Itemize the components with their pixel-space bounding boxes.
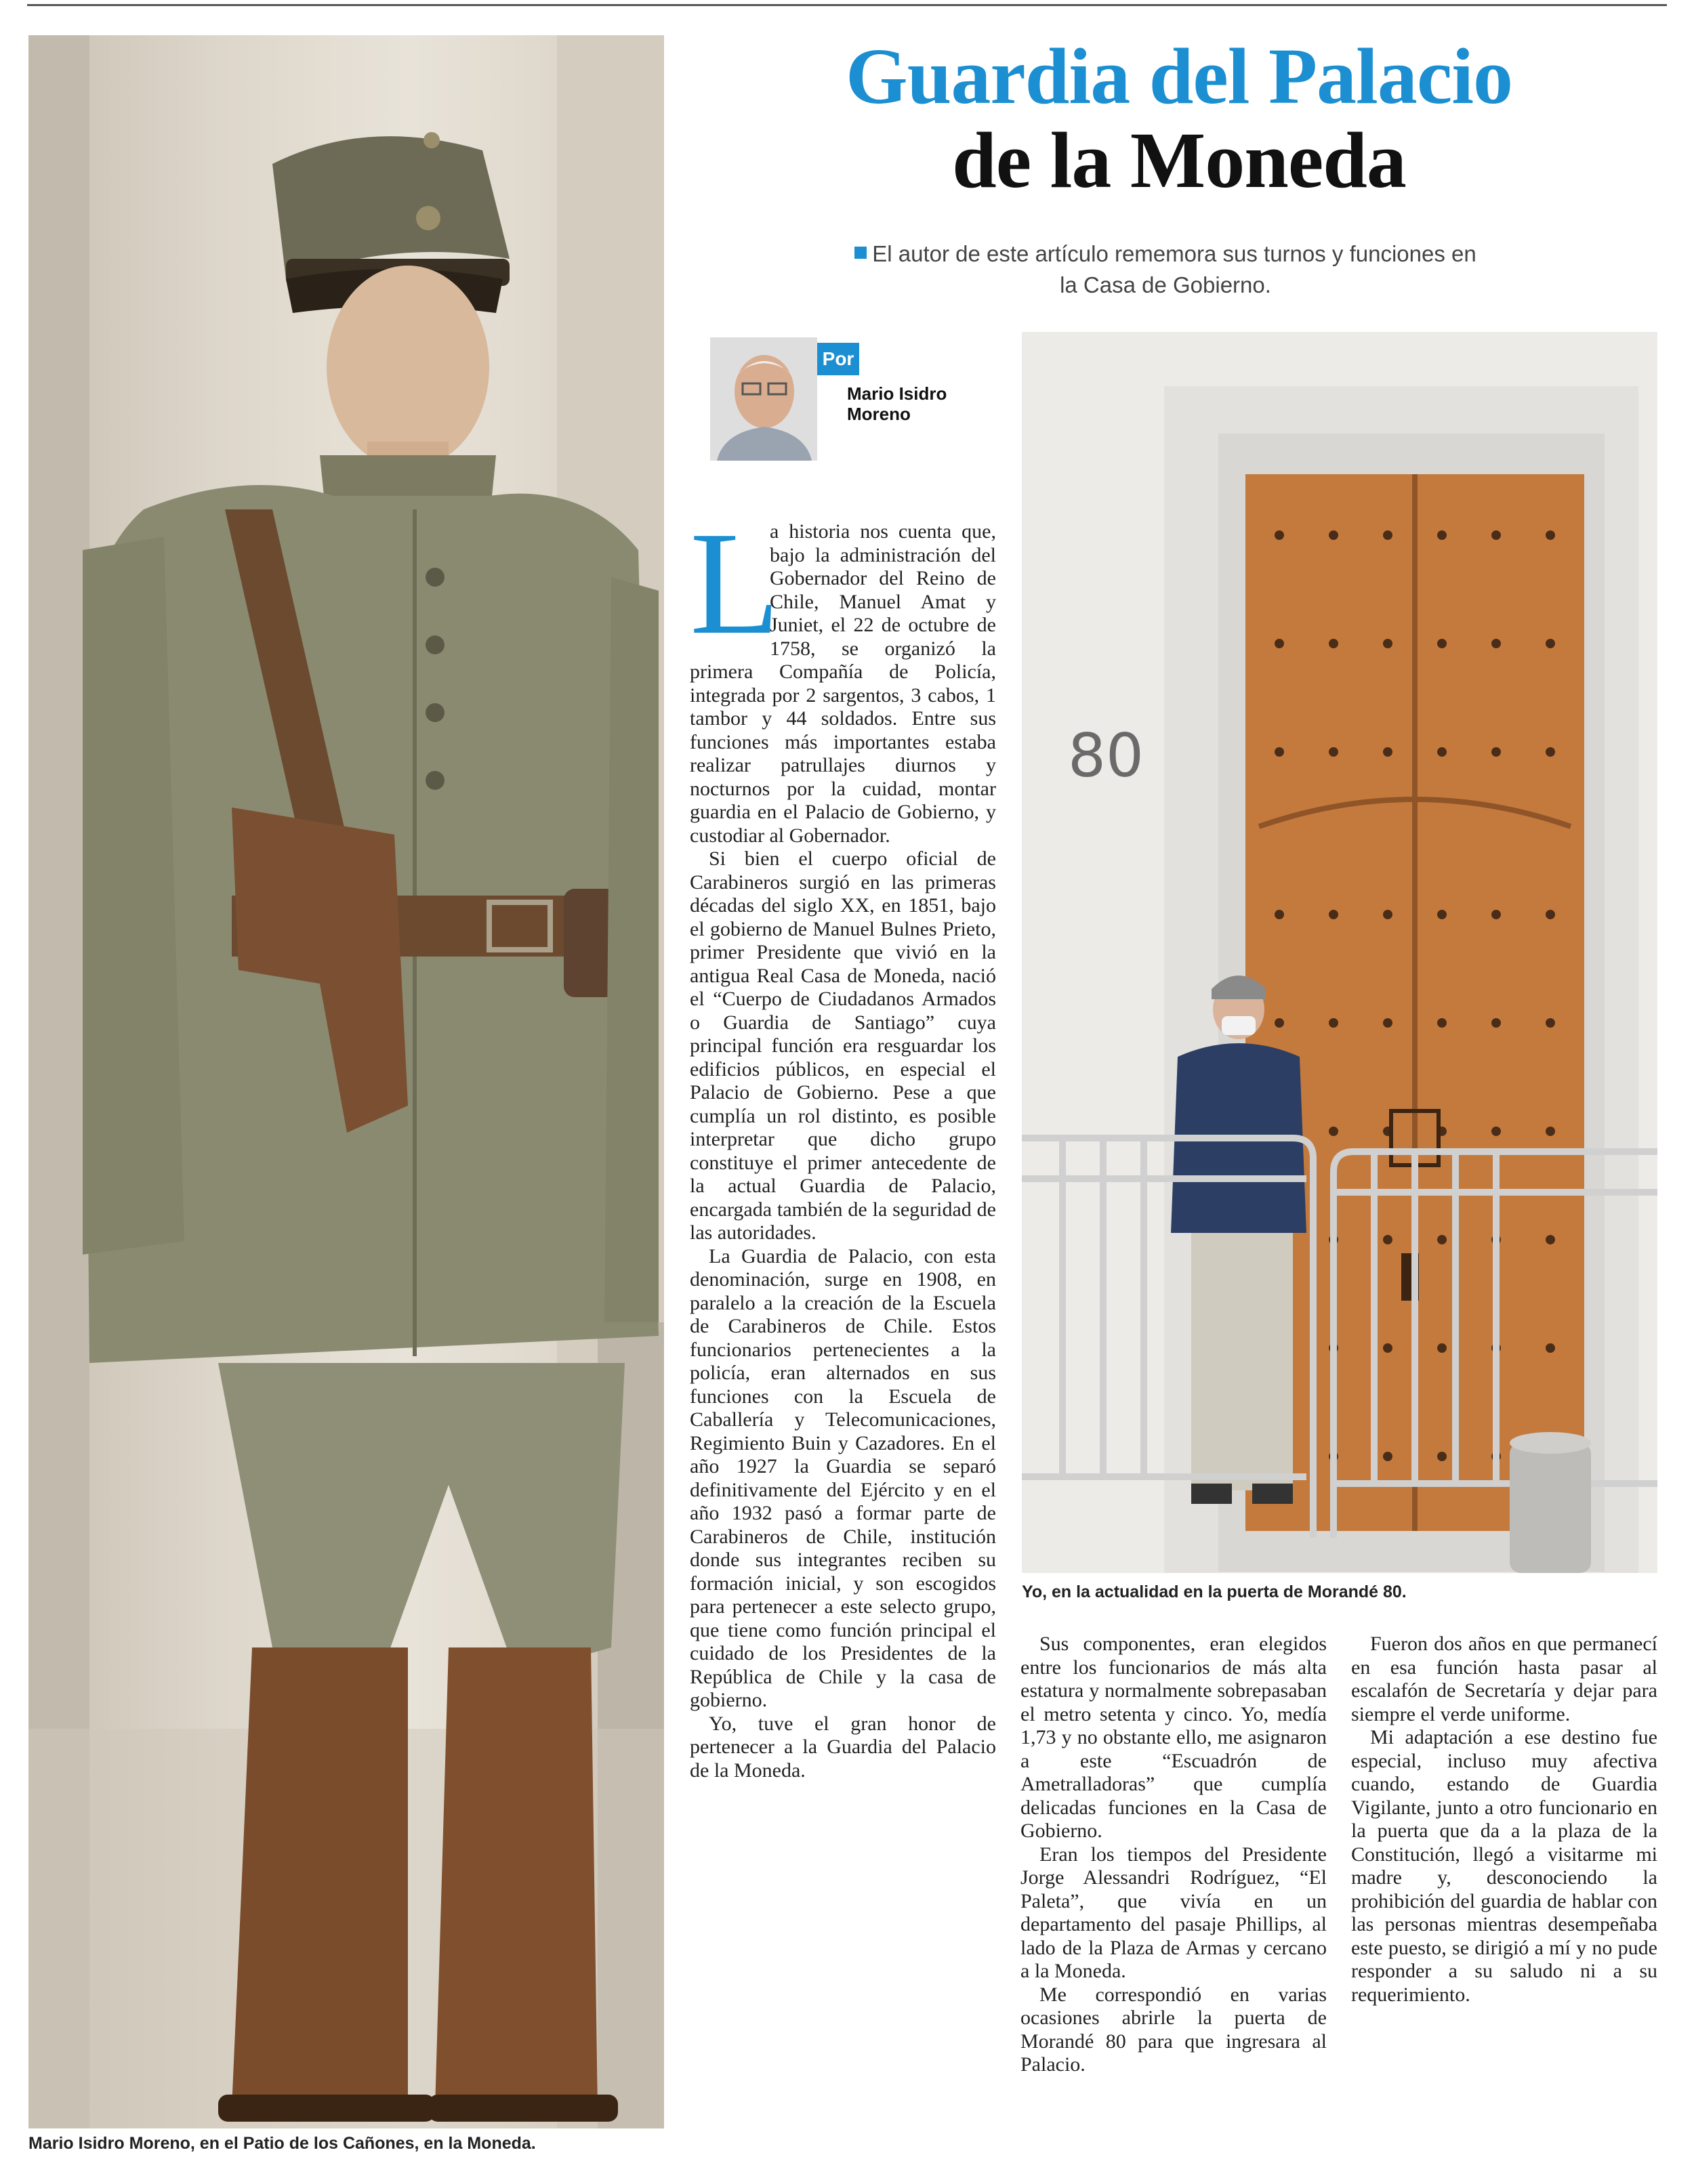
subhead-text: El autor de este artículo rememora sus turnos y funciones en la Casa de Gobierno. [872, 241, 1476, 297]
guard-illustration [28, 35, 664, 2128]
article-paragraph-4: Yo, tuve el gran honor de pertenecer a la Guardia del Palacio de la Moneda. [690, 1712, 996, 1782]
article-column-2 [1020, 1633, 1327, 2077]
paragraph-1-text: a historia nos cuenta que, bajo la administración del Gobernador del Reino de Chile, Manuel Amat y Juniet, el 22 de octubre de 1758, se organizó la primera Compañía de Policía, integrada por 2 sargentos, 3 cabos, 1 tambor y 44 soldados. Entre sus funciones más importantes estaba realizar patrullajes diurnos y nocturnos por la cuidad, montar guardia en el Palacio de Gobierno, y custodiar al Gobernador. [690, 520, 996, 847]
headline-line-1: Guardia del Palacio [846, 32, 1512, 121]
article-paragraph-8: Fueron dos años en que permanecí en esa función hasta pasar al escalafón de Secretaría y dejar para siempre el verde uniforme. [1351, 1633, 1657, 1725]
bullet-square-icon [854, 247, 867, 259]
article-paragraph-5: Sus componentes, eran elegidos entre los funcionarios de más alta estatura y normalmente sobrepasaban el metro setenta y cinco. Yo, medía 1,73 y no obstante ello, me asignaron a este “Escuadrón de Ametralladoras” que cumplía delicadas funciones en la Casa de Gobierno. [1020, 1633, 1327, 1842]
article-paragraph-2: Si bien el cuerpo oficial de Carabineros surgió en las primeras décadas del siglo XX, en 1851, bajo el gobierno de Manuel Bulnes Prieto, primer Presidente que vivió en la antigua Real Casa de Moneda, nació el “Cuerpo de Ciudadanos Armados o Guardia de Santiago” cuya principal función era resguardar los edificios públicos, en especial el Palacio de Gobierno. Pese a que cumplía un rol distinto, es posible interpretar que dicho grupo constituye el primer antecedente de la actual Guardia de Palacio, encargada también de la seguridad de las autoridades. [690, 847, 996, 1244]
author-portrait-illustration [710, 337, 817, 461]
top-rule [27, 4, 1667, 6]
article-column-1 [690, 502, 996, 1782]
article-column-3 [1351, 1633, 1657, 2007]
byline-author: Mario Isidro Moreno [847, 383, 947, 424]
subhead [854, 238, 1477, 301]
caption-right: Yo, en la actualidad en la puerta de Morandé 80. [1022, 1582, 1407, 1601]
headline-line-2: de la Moneda [952, 116, 1406, 205]
photo-door-morande-80 [1022, 332, 1657, 1573]
article-paragraph-1 [690, 502, 996, 847]
author-portrait [710, 337, 817, 461]
door-illustration [1022, 332, 1657, 1573]
article-paragraph-3: La Guardia de Palacio, con esta denominación, surge en 1908, en paralelo a la creación de la Escuela de Carabineros de Chile. Estos funcionarios pertenecientes a la policía, eran alternados en sus funciones con la Escuela de Caballería y Telecomunicaciones, Regimiento Buin y Cazadores. En el año 1927 la Guardia se separó definitivamente del Ejército y en el año 1932 pasó a formar parte de Carabineros de Chile, institución donde sus integrantes reciben su formación inicial, y son escogidos para pertenecer a este selecto grupo, que tiene como función principal el cuidado de los Presidentes de la República de Chile y la casa de gobierno. [690, 1244, 996, 1711]
article-paragraph-6: Eran los tiempos del Presidente Jorge Alessandri Rodríguez, “El Paleta”, que vivía en un departamento del pasaje Phillips, al lado de la Plaza de Armas y cercano a la Moneda. [1020, 1843, 1327, 1982]
article-paragraph-7: Me correspondió en varias ocasiones abrirle la puerta de Morandé 80 para que ingresara al Palacio. [1020, 1983, 1327, 2076]
byline-label: Por [817, 343, 859, 375]
headline [691, 32, 1667, 205]
drop-cap: L [690, 502, 781, 665]
door-number: 80 [1068, 721, 1144, 791]
caption-left: Mario Isidro Moreno, en el Patio de los Cañones, en la Moneda. [28, 2134, 536, 2153]
article-paragraph-9: Mi adaptación a ese destino fue especial, incluso muy afectiva cuando, estando de Guardia Vigilante, junto a otro funcionario en la puerta que da a la plaza de la Constitución, llegó a visitarme mi madre y, desconociendo la prohibición del guardia de hablar con las personas mientras desempeñaba este puesto, se dirigió a mí y no pude responder a su saludo ni a su requerimiento. [1351, 1726, 1657, 2006]
photo-guard-uniform [28, 35, 664, 2128]
